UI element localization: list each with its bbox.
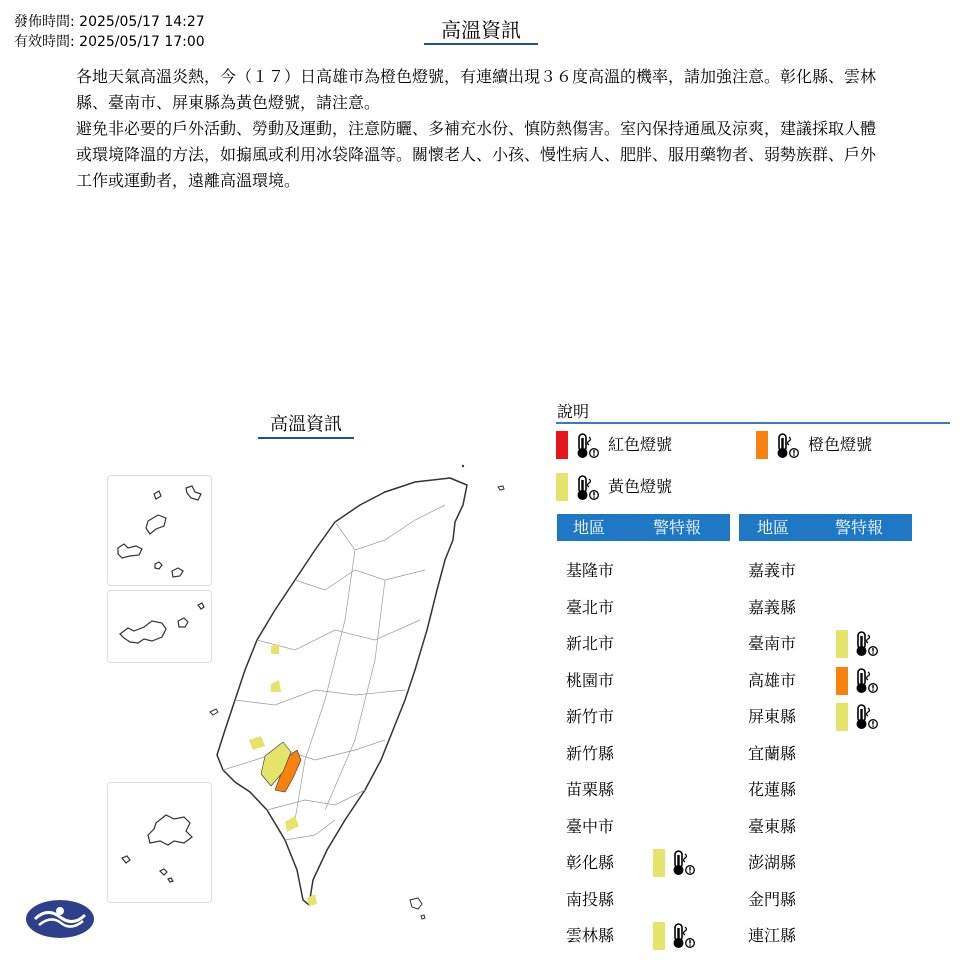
thermometer-icon: [574, 474, 600, 502]
inset-penghu: [107, 475, 212, 586]
description-paragraph-1: 各地天氣高溫炎熱，今（１７）日高雄市為橙色燈號，有連續出現３６度高溫的機率，請加強注意。彰化縣、雲林縣、臺南市、屏東縣為黃色燈號，請注意。: [76, 67, 877, 112]
yellow-alert-swatch: [836, 703, 848, 731]
yellow-alert-swatch: [653, 922, 665, 950]
region-name: 嘉義縣: [748, 597, 797, 617]
header-alert: 警特報: [653, 518, 702, 537]
penghu-islands: [108, 476, 211, 585]
region-name: 連江縣: [748, 926, 797, 945]
red-swatch: [556, 431, 568, 459]
legend-title: 說明: [557, 402, 590, 421]
region-name: 宜蘭縣: [748, 743, 797, 763]
yellow-alert-swatch: [653, 849, 665, 877]
region-name: 臺中市: [566, 816, 615, 836]
orange-alert-swatch: [836, 667, 848, 695]
region-name: 新竹市: [566, 707, 615, 726]
issued-label: 發佈時間:: [14, 14, 75, 30]
region-name: 新竹縣: [566, 743, 615, 763]
region-name: 花蓮縣: [748, 780, 797, 799]
map-title: 高溫資訊: [258, 413, 354, 439]
islet: [421, 915, 425, 919]
region-name: 高雄市: [748, 670, 797, 690]
issued-time: [14, 13, 205, 32]
region-name: 新北市: [566, 634, 615, 653]
thermometer-icon: [670, 922, 696, 950]
kinmen-islands: [108, 591, 211, 662]
thermometer-icon: [853, 703, 879, 731]
header-region: 地區: [757, 518, 790, 537]
legend-item-yellow: [556, 473, 726, 503]
yellow-swatch: [556, 473, 568, 501]
thermometer-icon: [853, 667, 879, 695]
islet: [210, 709, 218, 715]
inset-matsu: [107, 782, 212, 903]
description-paragraph-2: 避免非必要的戶外活動、勞動及運動，注意防曬、多補充水份、慎防熱傷害。室內保持通風及涼爽，建議採取人體或環境降溫的方法，如搧風或利用冰袋降溫等。關懷老人、小孩、慢性病人、肥胖、服用藥物者、弱勢族群、戶外工作或運動者，遠離高溫環境。: [76, 119, 877, 190]
legend-divider: [556, 422, 950, 424]
region-name: 苗栗縣: [566, 780, 615, 799]
legend-item-red: [556, 431, 726, 461]
taiwan-island-outline: [217, 478, 467, 905]
island-dot: [462, 465, 464, 467]
region-name: 桃園市: [566, 670, 615, 690]
legend-label-orange: 橙色燈號: [808, 435, 873, 454]
table-header-left: [557, 514, 730, 541]
region-name: 臺北市: [566, 597, 615, 617]
description: [76, 64, 876, 194]
cwa-logo: [25, 899, 95, 939]
inset-kinmen: [107, 590, 212, 663]
region-name: 臺南市: [748, 634, 797, 653]
legend-label-red: 紅色燈號: [608, 435, 673, 454]
thermometer-icon: [853, 630, 879, 658]
valid-time: [14, 33, 205, 52]
valid-value: 2025/05/17 17:00: [79, 34, 205, 50]
yellow-alert-swatch: [836, 630, 848, 658]
thermometer-icon: [574, 432, 600, 460]
region-name: 基隆市: [566, 561, 615, 580]
islet: [498, 486, 504, 490]
thermometer-icon: [774, 432, 800, 460]
region-name: 金門縣: [748, 889, 797, 909]
islet: [410, 898, 422, 909]
region-name: 南投縣: [566, 889, 615, 909]
legend-label-yellow: 黃色燈號: [608, 477, 673, 496]
region-name: 雲林縣: [566, 926, 615, 945]
region-name: 臺東縣: [748, 816, 797, 836]
region-name: 嘉義市: [748, 561, 797, 580]
table-header-right: [739, 514, 912, 541]
taiwan-map: [205, 460, 510, 930]
page-title: 高溫資訊: [424, 17, 538, 45]
header-region: 地區: [573, 518, 606, 537]
region-name: 屏東縣: [748, 707, 797, 726]
thermometer-icon: [670, 849, 696, 877]
region-name: 彰化縣: [566, 853, 615, 872]
orange-swatch: [756, 431, 768, 459]
valid-label: 有效時間:: [14, 34, 75, 50]
issued-value: 2025/05/17 14:27: [79, 14, 205, 30]
legend-item-orange: [756, 431, 926, 461]
region-name: 澎湖縣: [748, 853, 797, 872]
matsu-islands: [108, 783, 211, 902]
header-alert: 警特報: [835, 518, 884, 537]
